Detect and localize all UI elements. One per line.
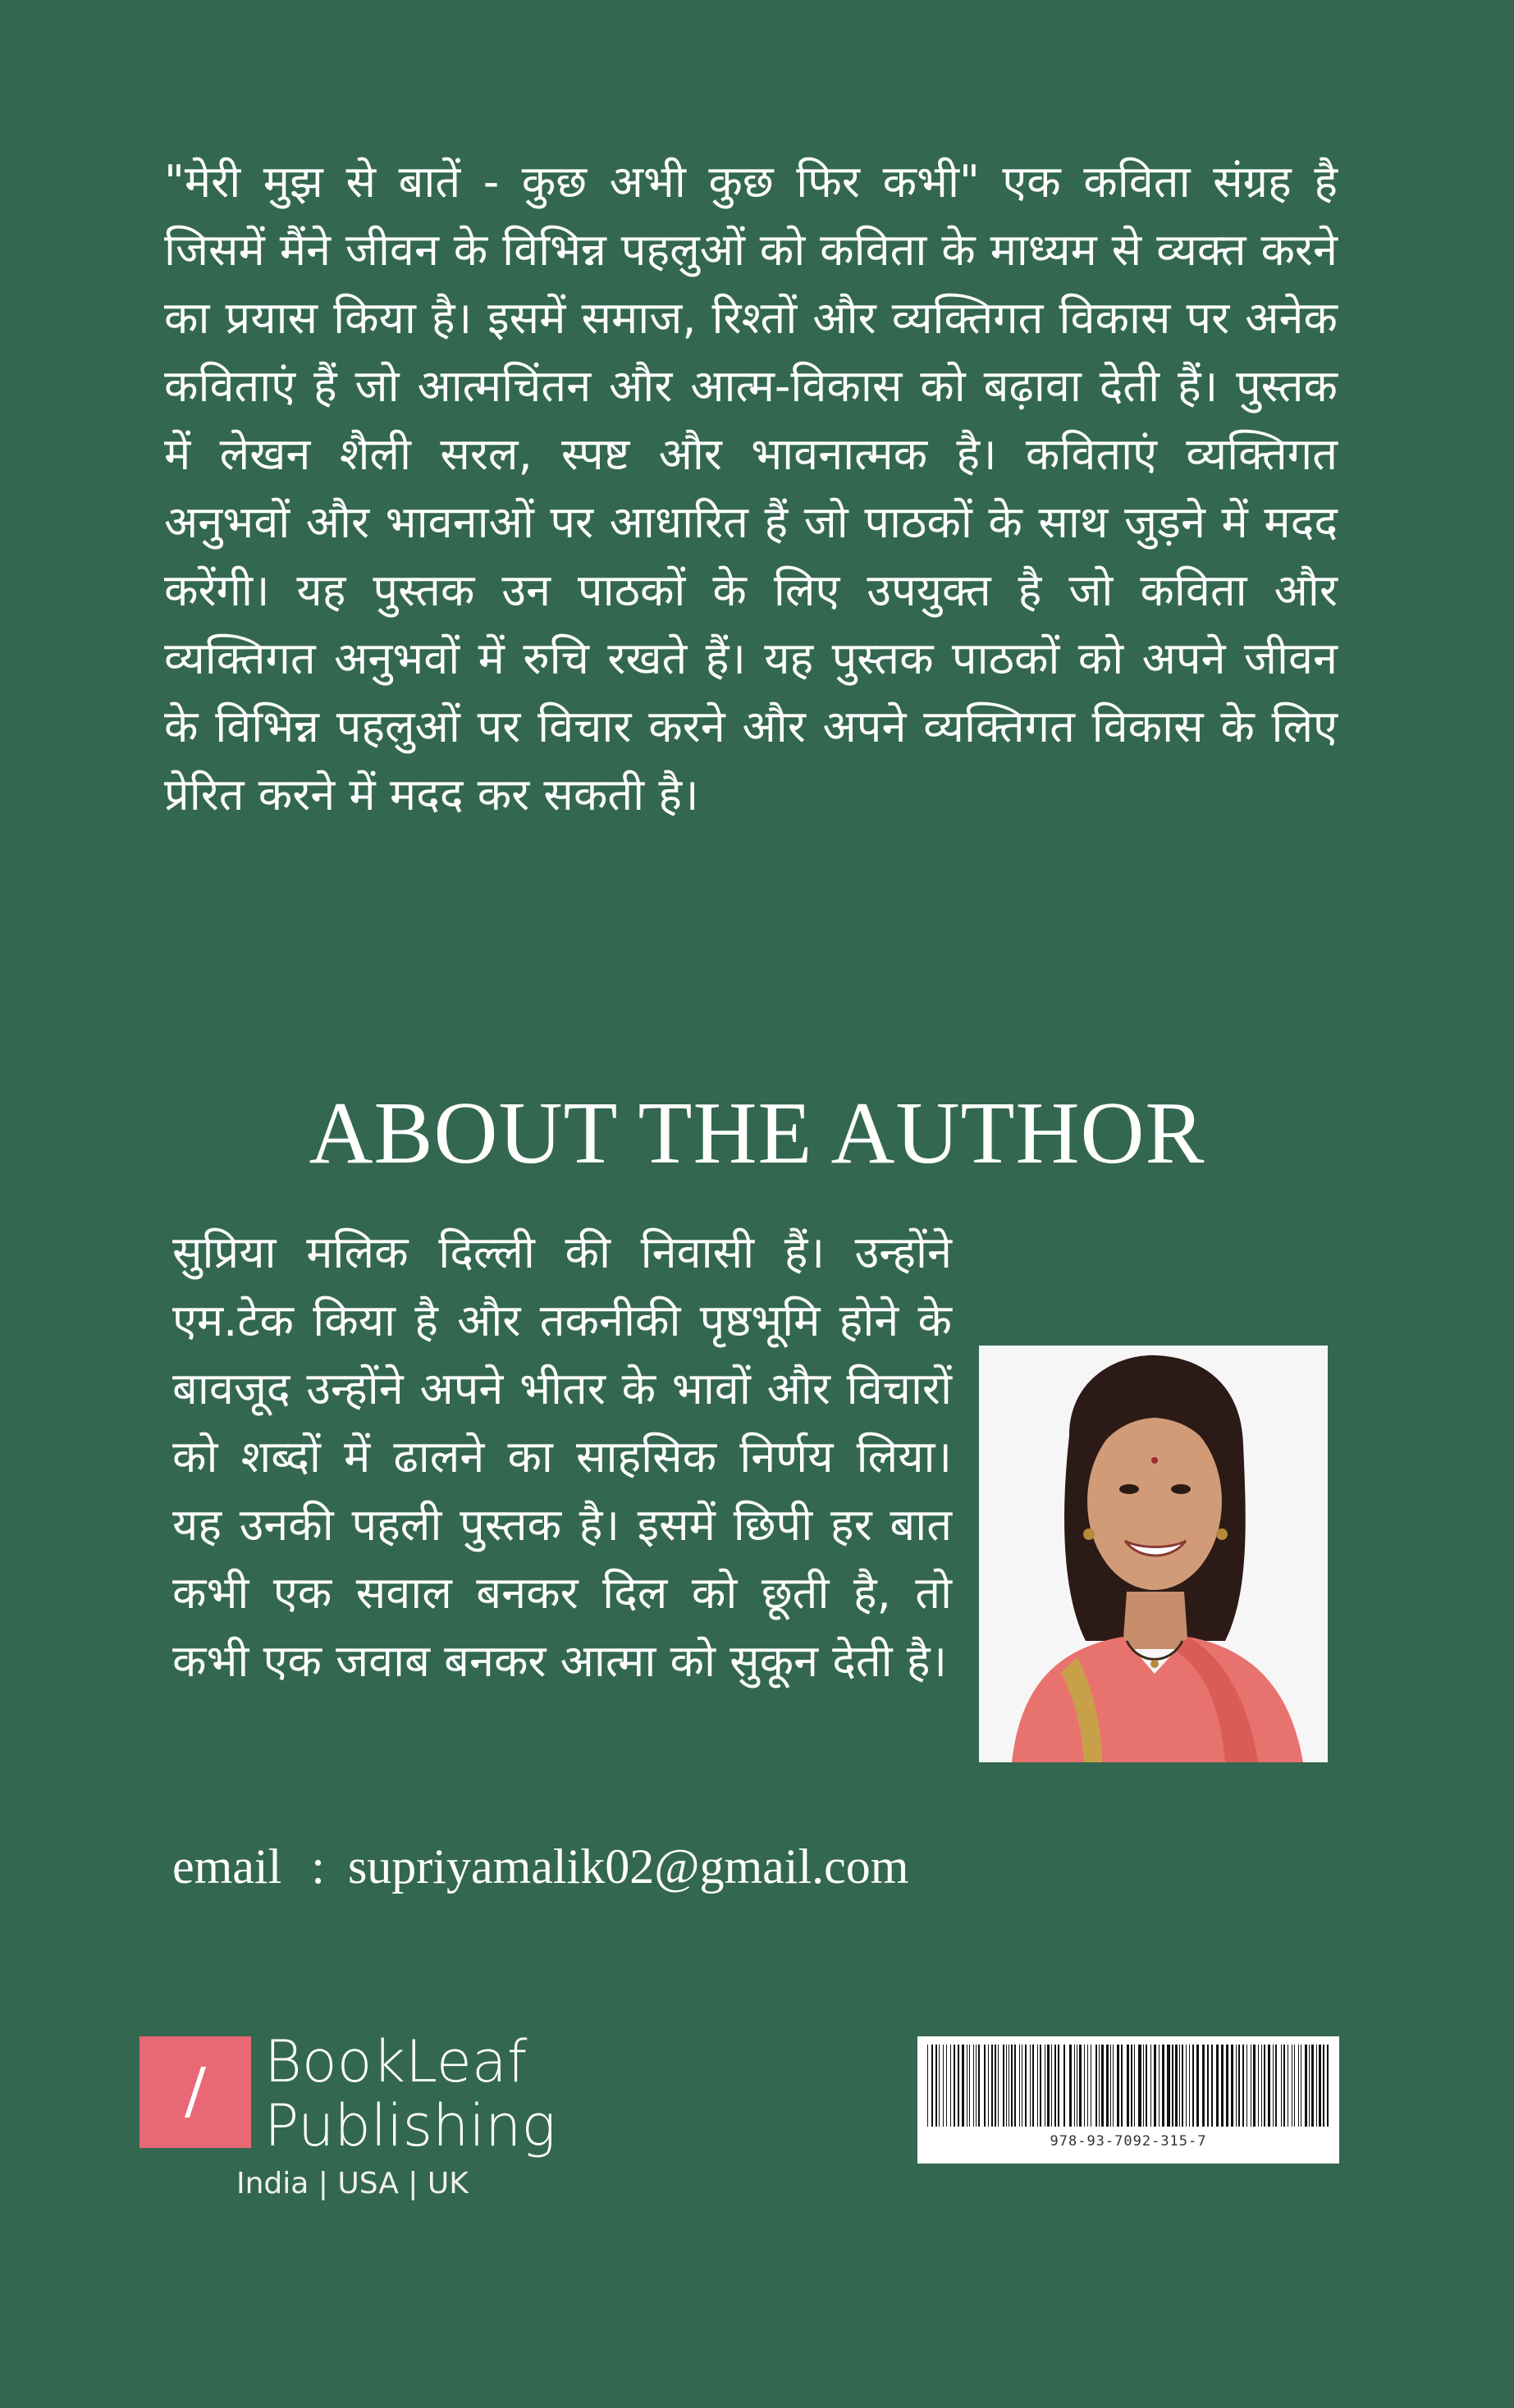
barcode-bar bbox=[927, 2045, 928, 2127]
barcode-bar bbox=[1253, 2045, 1256, 2127]
barcode-bar bbox=[1175, 2045, 1178, 2127]
author-portrait-illustration bbox=[979, 1346, 1328, 1762]
barcode-bar bbox=[1172, 2045, 1173, 2127]
barcode-bar bbox=[935, 2045, 937, 2127]
barcode-bar bbox=[946, 2045, 947, 2127]
barcode-bar bbox=[1084, 2045, 1085, 2127]
barcode-bar bbox=[1074, 2045, 1075, 2127]
barcode-bar bbox=[1014, 2045, 1016, 2127]
barcode-bar bbox=[1011, 2045, 1013, 2127]
barcode-bar bbox=[1258, 2045, 1259, 2127]
barcode-bar bbox=[1101, 2045, 1104, 2127]
publisher-name-line2: Publishing bbox=[264, 2092, 556, 2159]
barcode-bar bbox=[1032, 2045, 1034, 2127]
publisher-name bbox=[264, 2030, 556, 2158]
barcode-bar bbox=[1154, 2045, 1156, 2127]
publisher-regions: India | USA | UK bbox=[236, 2167, 469, 2200]
barcode-bar bbox=[1117, 2045, 1119, 2127]
barcode-bar bbox=[950, 2045, 951, 2127]
barcode-bar bbox=[1316, 2045, 1317, 2127]
barcode-bar bbox=[1063, 2045, 1065, 2127]
barcode-bar bbox=[1283, 2045, 1285, 2127]
barcode-bar bbox=[1319, 2045, 1321, 2127]
barcode-bar bbox=[1167, 2045, 1170, 2127]
barcode-bar bbox=[1150, 2045, 1151, 2127]
barcode-bar bbox=[1323, 2045, 1324, 2127]
barcode-bar bbox=[1179, 2045, 1180, 2127]
barcode-bar bbox=[1069, 2045, 1072, 2127]
barcode-bar bbox=[1087, 2045, 1088, 2127]
barcode-bar bbox=[1238, 2045, 1240, 2127]
barcode-bar bbox=[1095, 2045, 1097, 2127]
logo-slash-icon bbox=[185, 2067, 206, 2118]
isbn-barcode bbox=[917, 2036, 1339, 2164]
barcode-bar bbox=[1006, 2045, 1007, 2127]
author-bio: सुप्रिया मलिक दिल्ली की निवासी हैं। उन्होंने एम.टेक किया है और तकनीकी पृष्ठभूमि होने के बावजूद उन्होंने अपने भीतर के भावों और विचारों को शब्दों में ढालने का साहसिक निर्णय लिया। यह उनकी पहली पुस्तक है। इसमें छिपी हर बात कभी एक सवाल बनकर दिल को छूती है, तो कभी एक जवाब बनकर आत्मा को सुकून देती है। bbox=[172, 1227, 952, 1687]
barcode-bar bbox=[1242, 2045, 1244, 2127]
barcode-bar bbox=[1207, 2045, 1209, 2127]
barcode-bar bbox=[931, 2045, 933, 2127]
barcode-bar bbox=[1305, 2045, 1307, 2127]
barcode-bar bbox=[1106, 2045, 1109, 2127]
barcode-bar bbox=[978, 2045, 980, 2127]
barcode-bar bbox=[976, 2045, 977, 2127]
barcode-bar bbox=[1030, 2045, 1031, 2127]
barcode-bar bbox=[1275, 2045, 1277, 2127]
barcode-bar bbox=[1003, 2045, 1004, 2127]
email-address: supriyamalik02@gmail.com bbox=[347, 1839, 909, 1894]
barcode-bar bbox=[1196, 2045, 1199, 2127]
barcode-bar bbox=[1182, 2045, 1183, 2127]
barcode-bar bbox=[939, 2045, 940, 2127]
barcode-bar bbox=[1231, 2045, 1233, 2127]
barcode-bar bbox=[969, 2045, 970, 2127]
bookleaf-logo bbox=[140, 2036, 251, 2148]
barcode-bar bbox=[1047, 2045, 1050, 2127]
barcode-bar bbox=[1268, 2045, 1270, 2127]
barcode-bar bbox=[1159, 2045, 1160, 2127]
barcode-bar bbox=[1192, 2045, 1194, 2127]
barcode-bar bbox=[1037, 2045, 1038, 2127]
barcode-bar bbox=[1261, 2045, 1262, 2127]
barcode-bars bbox=[917, 2036, 1339, 2133]
barcode-bar bbox=[1264, 2045, 1265, 2127]
barcode-bar bbox=[973, 2045, 974, 2127]
barcode-bar bbox=[954, 2045, 955, 2127]
barcode-bar bbox=[943, 2045, 944, 2127]
barcode-bar bbox=[1186, 2045, 1187, 2127]
barcode-bar bbox=[1113, 2045, 1114, 2127]
barcode-bar bbox=[1019, 2045, 1020, 2127]
isbn-number: 978-93-7092-315-7 bbox=[1050, 2133, 1207, 2150]
barcode-bar bbox=[1143, 2045, 1144, 2127]
email-label: email bbox=[172, 1839, 282, 1894]
publisher-name-line1: BookLeaf bbox=[264, 2028, 528, 2095]
email-separator: : bbox=[311, 1839, 325, 1894]
barcode-bar bbox=[1311, 2045, 1314, 2127]
barcode-bar bbox=[958, 2045, 959, 2127]
barcode-bar bbox=[1058, 2045, 1059, 2127]
barcode-bar bbox=[1099, 2045, 1100, 2127]
barcode-bar bbox=[1273, 2045, 1274, 2127]
barcode-bar bbox=[1327, 2045, 1329, 2127]
barcode-bar bbox=[1294, 2045, 1295, 2127]
barcode-bar bbox=[1127, 2045, 1129, 2127]
about-author-heading: ABOUT THE AUTHOR bbox=[309, 1085, 1205, 1182]
barcode-bar bbox=[1202, 2045, 1205, 2127]
barcode-bar bbox=[1281, 2045, 1282, 2127]
barcode-bar bbox=[1138, 2045, 1141, 2127]
barcode-bar bbox=[1110, 2045, 1111, 2127]
barcode-bar bbox=[1054, 2045, 1056, 2127]
author-photo bbox=[979, 1346, 1328, 1762]
barcode-bar bbox=[998, 2045, 999, 2127]
barcode-bar bbox=[1189, 2045, 1190, 2127]
barcode-bar bbox=[1221, 2045, 1224, 2127]
barcode-bar bbox=[1025, 2045, 1027, 2127]
barcode-bar bbox=[984, 2045, 986, 2127]
barcode-bar bbox=[988, 2045, 989, 2127]
barcode-bar bbox=[1131, 2045, 1132, 2127]
barcode-bar bbox=[1309, 2045, 1310, 2127]
barcode-bar bbox=[1236, 2045, 1237, 2127]
barcode-bar bbox=[1051, 2045, 1052, 2127]
barcode-bar bbox=[1298, 2045, 1299, 2127]
barcode-bar bbox=[962, 2045, 964, 2127]
barcode-bar bbox=[991, 2045, 993, 2127]
barcode-bar bbox=[1211, 2045, 1213, 2127]
author-email-line bbox=[172, 1834, 993, 1899]
barcode-bar bbox=[1246, 2045, 1247, 2127]
barcode-bar bbox=[1121, 2045, 1123, 2127]
barcode-bar bbox=[1216, 2045, 1219, 2127]
barcode-bar bbox=[995, 2045, 996, 2127]
barcode-bar bbox=[1226, 2045, 1228, 2127]
barcode-bar bbox=[1040, 2045, 1041, 2127]
barcode-bar bbox=[1079, 2045, 1082, 2127]
book-description: "मेरी मुझ से बातें - कुछ अभी कुछ फिर कभी" एक कविता संग्रह है जिसमें मैंने जीवन के विभिन्न पहलुओं को कविता के माध्यम से व्यक्त करने का प्रयास किया है। इसमें समाज, रिश्तों और व्यक्तिगत विकास पर अनेक कविताएं हैं जो आत्मचिंतन और आत्म-विकास को बढ़ावा देती हैं। पुस्तक में लेखन शैली सरल, स्पष्ट और भावनात्मक है। कविताएं व्यक्तिगत अनुभवों और भावनाओं पर आधारित हैं जो पाठकों के साथ जुड़ने में मदद करेंगी। यह पुस्तक उन पाठकों के लिए उपयुक्त है जो कविता और व्यक्तिगत अनुभवों में रुचि रखते हैं। यह पुस्तक पाठकों को अपने जीवन के विभिन्न पहलुओं पर विचार करने और अपने व्यक्तिगत विकास के लिए प्रेरित करने में मदद कर सकती है। bbox=[164, 156, 1338, 820]
barcode-bar bbox=[1162, 2045, 1164, 2127]
barcode-bar bbox=[1134, 2045, 1135, 2127]
barcode-bar bbox=[1146, 2045, 1147, 2127]
